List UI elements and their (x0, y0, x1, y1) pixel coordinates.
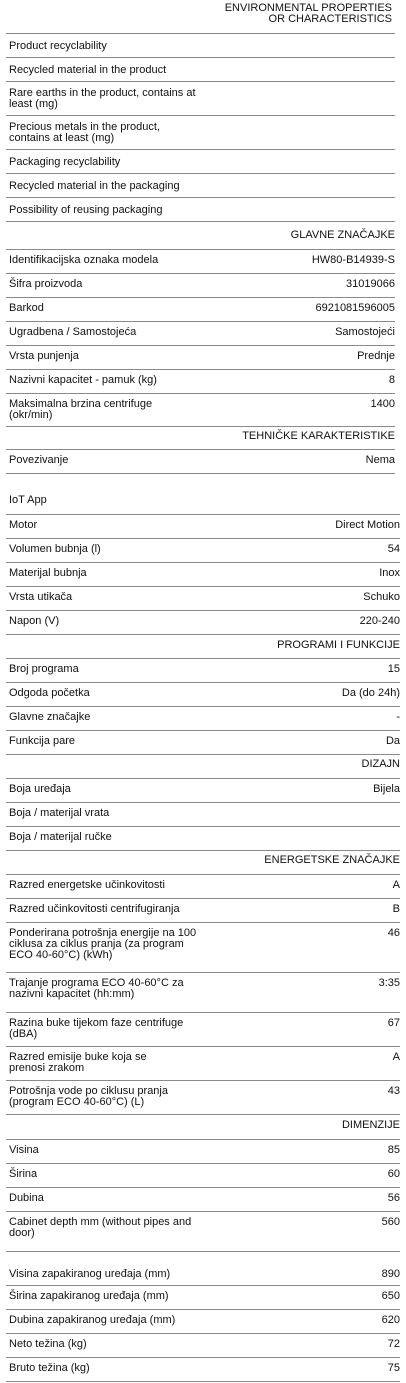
table-row (6, 1262, 400, 1286)
glavne-table (6, 224, 395, 427)
table-row (6, 1334, 400, 1358)
table-row (6, 899, 400, 923)
table-row (6, 611, 400, 635)
table-row (6, 1188, 400, 1212)
row-value: Da (385, 735, 400, 747)
row-label: Boja / materijal ručke (9, 831, 112, 843)
row-value: 46 (387, 927, 400, 939)
row-value: 43 (387, 1085, 400, 1097)
table-row (6, 450, 395, 474)
row-value: 85 (387, 1144, 400, 1156)
table-row (6, 370, 395, 394)
row-value: 8 (388, 374, 395, 386)
section-heading: DIZAJN (6, 755, 400, 779)
row-label: IoT App (9, 494, 47, 506)
table-row (6, 1081, 400, 1115)
tehnicke-table (6, 425, 395, 474)
row-value: Inox (379, 567, 400, 579)
row-value: Direct Motion (335, 519, 400, 531)
table-row (6, 659, 400, 683)
row-value: 6921081596005 (315, 302, 395, 314)
tehnicke-extra-table (6, 490, 400, 635)
row-label: Rare earths in the product, contains at least (mg) (9, 87, 196, 110)
table-row (6, 731, 400, 755)
table-row (6, 34, 395, 58)
table-row (6, 274, 395, 298)
row-value: 220-240 (359, 615, 400, 627)
row-value: 650 (381, 1290, 400, 1302)
table-row (6, 394, 395, 427)
environmental-heading-line1: ENVIRONMENTAL PROPERTIES (224, 2, 392, 14)
table-row (6, 563, 400, 587)
row-label: Vrsta utikača (9, 591, 73, 603)
row-value: Da (do 24h) (341, 687, 400, 699)
row-value: - (396, 711, 400, 723)
table-row (6, 298, 395, 322)
row-value: 72 (387, 1338, 400, 1350)
row-label: Motor (9, 519, 38, 531)
row-value: 54 (387, 543, 400, 555)
row-label: Potrošnja vode po ciklusu pranja (program ECO 40-60°C) (L) (9, 1085, 168, 1108)
row-label: Šifra proizvoda (9, 278, 83, 290)
row-value: A (392, 879, 400, 891)
table-row (6, 198, 395, 222)
section-heading: ENERGETSKE ZNAČAJKE (6, 850, 400, 875)
row-label: Packaging recyclability (9, 156, 121, 168)
row-label: Funkcija pare (9, 735, 76, 747)
table-row (6, 973, 400, 1013)
row-label: Napon (V) (9, 615, 60, 627)
row-label: Širina (9, 1168, 38, 1180)
row-label: Glavne značajke (9, 711, 91, 723)
row-label: Possibility of reusing packaging (9, 204, 163, 216)
table-row (6, 875, 400, 899)
row-label: Barkod (9, 302, 44, 314)
environmental-heading (225, 3, 392, 25)
table-row (6, 923, 400, 973)
row-value: 75 (387, 1362, 400, 1374)
environmental-heading-line2: OR CHARACTERISTICS (268, 13, 392, 25)
row-value: HW80-B14939-S (311, 254, 395, 266)
programi-table (6, 635, 400, 755)
table-row (6, 827, 400, 851)
table-row (6, 1013, 400, 1047)
table-row (6, 174, 395, 198)
row-label: Recycled material in the packaging (9, 180, 180, 192)
row-label: Vrsta punjenja (9, 350, 79, 362)
row-label: Boja uređaja (9, 783, 71, 795)
row-label: Volumen bubnja (l) (9, 543, 101, 555)
row-label: Maksimalna brzina centrifuge (okr/min) (9, 398, 153, 421)
row-label: Materijal bubnja (9, 567, 87, 579)
row-label: Neto težina (kg) (9, 1338, 87, 1350)
row-label: Širina zapakiranog uređaja (mm) (9, 1290, 169, 1302)
row-label: Dubina zapakiranog uređaja (mm) (9, 1314, 176, 1326)
table-row (6, 58, 395, 82)
row-label: Visina (9, 1144, 39, 1156)
row-value: 56 (387, 1192, 400, 1204)
row-label: Identifikacijska oznaka modela (9, 254, 159, 266)
row-value: Nema (365, 454, 395, 466)
row-label: Odgoda početka (9, 687, 90, 699)
row-label: Razina buke tijekom faze centrifuge (dBA) (9, 1017, 184, 1040)
table-row (6, 322, 395, 346)
row-label: Broj programa (9, 663, 79, 675)
row-label: Precious metals in the product, contains at least (mg) (9, 121, 161, 144)
table-row (6, 779, 400, 803)
row-value: 67 (387, 1017, 400, 1029)
row-label: Ponderirana potrošnja energije na 100 ciklusa za ciklus pranja (za program ECO 40-60°C) (kWh) (9, 927, 197, 961)
row-label: Product recyclability (9, 40, 107, 52)
dimenzije-table (6, 1116, 400, 1252)
table-row (6, 1286, 400, 1310)
row-label: Bruto težina (kg) (9, 1362, 90, 1374)
row-value: 15 (387, 663, 400, 675)
dizajn-table (6, 755, 400, 851)
row-label: Povezivanje (9, 454, 69, 466)
row-label: Trajanje programa ECO 40-60°C za nazivni kapacitet (hh:mm) (9, 977, 184, 1000)
table-row (6, 490, 400, 515)
table-row (6, 539, 400, 563)
row-value: 31019066 (346, 278, 395, 290)
table-row (6, 1164, 400, 1188)
table-row (6, 1047, 400, 1081)
table-row (6, 1140, 400, 1164)
row-label: Razred energetske učinkovitosti (9, 879, 165, 891)
table-row (6, 803, 400, 827)
table-row (6, 346, 395, 370)
table-row (6, 707, 400, 731)
row-value: 1400 (370, 398, 395, 410)
row-value: B (392, 903, 400, 915)
environmental-table (6, 33, 395, 222)
row-value: Bijela (373, 783, 400, 795)
row-value: Samostojeći (335, 326, 395, 338)
row-value: A (392, 1051, 400, 1063)
table-row (6, 150, 395, 174)
section-heading: GLAVNE ZNAČAJKE (6, 224, 395, 250)
table-row (6, 683, 400, 707)
row-value: 620 (381, 1314, 400, 1326)
row-value: Schuko (363, 591, 400, 603)
row-label: Ugradbena / Samostojeća (9, 326, 137, 338)
table-row (6, 1212, 400, 1252)
table-row (6, 1358, 400, 1382)
row-label: Recycled material in the product (9, 64, 167, 76)
row-label: Razred emisije buke koja se prenosi zrakom (9, 1051, 147, 1074)
pakiranje-table (6, 1262, 400, 1382)
section-heading: TEHNIČKE KARAKTERISTIKE (6, 425, 395, 450)
table-row (6, 116, 395, 150)
row-label: Dubina (9, 1192, 44, 1204)
row-label: Razred učinkovitosti centrifugiranja (9, 903, 180, 915)
table-row (6, 587, 400, 611)
table-row (6, 250, 395, 274)
row-value: 3:35 (378, 977, 400, 989)
table-row (6, 82, 395, 116)
row-label: Boja / materijal vrata (9, 807, 110, 819)
table-row (6, 515, 400, 539)
row-label: Nazivni kapacitet - pamuk (kg) (9, 374, 157, 386)
table-row (6, 1310, 400, 1334)
row-value: 890 (381, 1268, 400, 1280)
row-value: Prednje (357, 350, 395, 362)
section-heading: PROGRAMI I FUNKCIJE (6, 635, 400, 659)
energetske-table (6, 850, 400, 1115)
section-heading: DIMENZIJE (6, 1116, 400, 1140)
row-label: Visina zapakiranog uređaja (mm) (9, 1268, 171, 1280)
row-value: 60 (387, 1168, 400, 1180)
row-value: 560 (381, 1216, 400, 1228)
row-label: Cabinet depth mm (without pipes and door) (9, 1216, 192, 1239)
